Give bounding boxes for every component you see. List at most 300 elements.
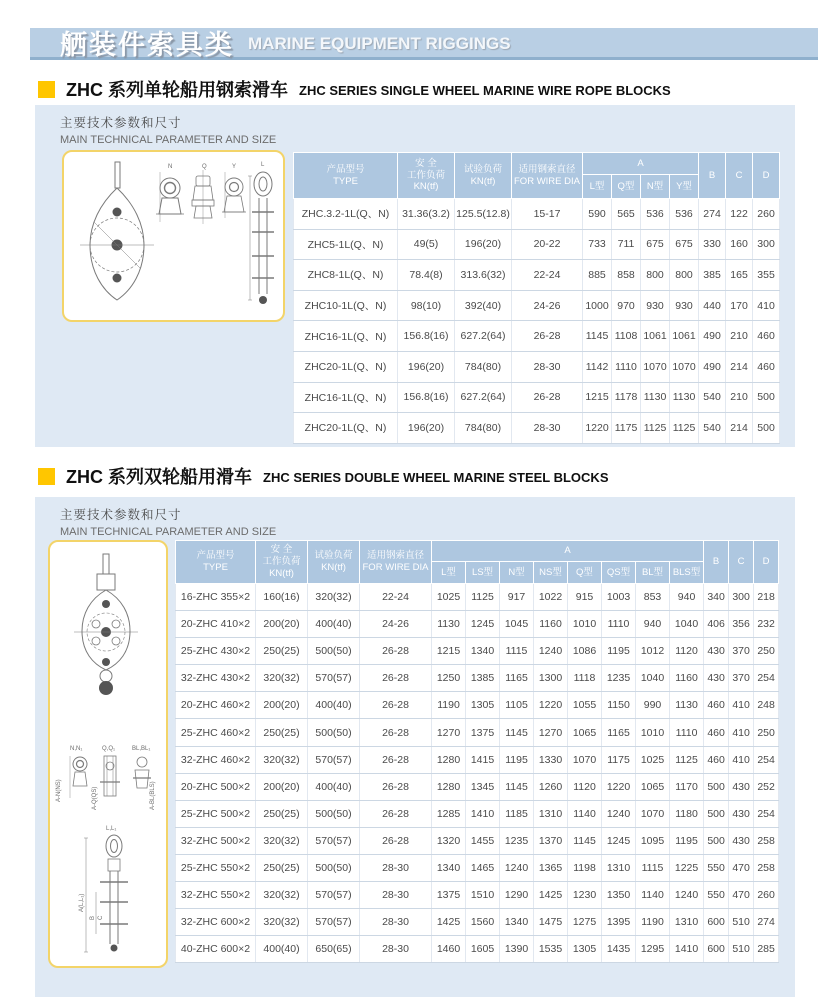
double-wheel-table xyxy=(175,540,779,963)
table-cell: 385 xyxy=(699,260,726,291)
table-cell: 1145 xyxy=(500,719,534,746)
table-cell: 1065 xyxy=(568,719,602,746)
column-header: D xyxy=(754,541,779,584)
page-banner xyxy=(30,28,818,60)
table-cell: 1465 xyxy=(466,854,500,881)
table-cell: 1455 xyxy=(466,827,500,854)
table-cell: 500(50) xyxy=(308,800,360,827)
table-cell: 20-ZHC 410×2 xyxy=(176,611,256,638)
table-cell: 25-ZHC 550×2 xyxy=(176,854,256,881)
table-cell: 26-28 xyxy=(360,800,432,827)
table-cell: 1086 xyxy=(568,638,602,665)
table-cell: 1010 xyxy=(636,719,670,746)
table-cell: 196(20) xyxy=(398,413,455,444)
table-cell: 1340 xyxy=(466,638,500,665)
column-subheader: QS型 xyxy=(602,562,636,584)
table-cell: 1165 xyxy=(602,719,636,746)
side-view-label-l: L xyxy=(261,162,265,168)
table-cell: 1160 xyxy=(534,611,568,638)
table-cell: 28-30 xyxy=(512,351,583,382)
table-cell: 460 xyxy=(704,692,729,719)
table-cell: 800 xyxy=(670,260,699,291)
table-cell: 1110 xyxy=(612,351,641,382)
table-cell: 370 xyxy=(729,638,754,665)
table-cell: 1061 xyxy=(641,321,670,352)
table-cell: 1022 xyxy=(534,584,568,611)
table-cell: 627.2(64) xyxy=(455,321,512,352)
column-header: B xyxy=(704,541,729,584)
table-cell: 250 xyxy=(754,719,779,746)
table-cell: 970 xyxy=(612,290,641,321)
table-cell: 1130 xyxy=(641,382,670,413)
table-row xyxy=(176,773,779,800)
table-cell: 400(40) xyxy=(308,773,360,800)
table-cell: 590 xyxy=(583,199,612,230)
table-cell: 570(57) xyxy=(308,827,360,854)
table-cell: 1340 xyxy=(432,854,466,881)
table-cell: 1215 xyxy=(583,382,612,413)
section2-panel xyxy=(35,497,795,997)
table-row xyxy=(294,413,780,444)
table-cell: 1110 xyxy=(670,719,704,746)
table-cell: 470 xyxy=(729,854,754,881)
table-cell: 1260 xyxy=(534,773,568,800)
table-cell: 550 xyxy=(704,882,729,909)
table-cell: 25-ZHC 430×2 xyxy=(176,638,256,665)
table-cell: 1215 xyxy=(432,638,466,665)
table-cell: 1185 xyxy=(500,800,534,827)
table-cell: 355 xyxy=(753,260,780,291)
column-header: 产品型号 TYPE xyxy=(294,153,398,199)
table-cell: 15-17 xyxy=(512,199,583,230)
table-cell: 1190 xyxy=(432,692,466,719)
table-cell: 1220 xyxy=(534,692,568,719)
table-cell: 1150 xyxy=(602,692,636,719)
table-cell: 32-ZHC 500×2 xyxy=(176,827,256,854)
table-cell: 28-30 xyxy=(360,909,432,936)
table-cell: 1110 xyxy=(602,611,636,638)
table-cell: 1240 xyxy=(670,882,704,909)
side-view-label-ll1: L,L₁ xyxy=(106,826,117,832)
column-header: 安 全 工作负荷 KN(tf) xyxy=(256,541,308,584)
head-label-y: Y xyxy=(232,164,237,170)
table-cell: 1055 xyxy=(568,692,602,719)
table-cell: 32-ZHC 430×2 xyxy=(176,665,256,692)
yellow-square-icon xyxy=(38,468,55,485)
head-label-blbl1: BL,BL₁ xyxy=(132,746,151,752)
table-cell: 20-ZHC 460×2 xyxy=(176,692,256,719)
table-cell: 26-28 xyxy=(360,773,432,800)
table-cell: 20-22 xyxy=(512,229,583,260)
table-cell: 1275 xyxy=(568,909,602,936)
section1-panel xyxy=(35,105,795,447)
table-cell: 22-24 xyxy=(512,260,583,291)
table-cell: 1340 xyxy=(500,909,534,936)
table-cell: 1070 xyxy=(636,800,670,827)
subtitle-en: MAIN TECHNICAL PARAMETER AND SIZE xyxy=(60,134,277,146)
table-cell: 500 xyxy=(753,382,780,413)
table-cell: 784(80) xyxy=(455,351,512,382)
table-cell: 1410 xyxy=(466,800,500,827)
table-cell: 320(32) xyxy=(256,827,308,854)
column-header: 安 全 工作负荷 KN(tf) xyxy=(398,153,455,199)
table-cell: 1375 xyxy=(432,882,466,909)
column-subheader: Q型 xyxy=(612,175,641,199)
table-cell: 940 xyxy=(636,611,670,638)
table-cell: 410 xyxy=(753,290,780,321)
table-cell: 733 xyxy=(583,229,612,260)
table-cell: 20-ZHC 500×2 xyxy=(176,773,256,800)
table-cell: 1285 xyxy=(432,800,466,827)
table-row xyxy=(176,665,779,692)
table-cell: 320(32) xyxy=(256,882,308,909)
table-cell: 510 xyxy=(729,936,754,963)
table-cell: 125.5(12.8) xyxy=(455,199,512,230)
table-cell: 490 xyxy=(699,351,726,382)
table-cell: 1425 xyxy=(534,882,568,909)
table-cell: 200(20) xyxy=(256,692,308,719)
table-cell: 356 xyxy=(729,611,754,638)
table-cell: 170 xyxy=(726,290,753,321)
table-cell: 1120 xyxy=(568,773,602,800)
table-cell: 627.2(64) xyxy=(455,382,512,413)
dim-label-b: B xyxy=(90,915,96,920)
table-cell: 122 xyxy=(726,199,753,230)
column-subheader: Q型 xyxy=(568,562,602,584)
table-cell: 285 xyxy=(754,936,779,963)
table-cell: 98(10) xyxy=(398,290,455,321)
table-row xyxy=(176,584,779,611)
table-cell: 320(32) xyxy=(256,909,308,936)
table-cell: 460 xyxy=(704,746,729,773)
table-cell: 1280 xyxy=(432,746,466,773)
column-header: C xyxy=(729,541,754,584)
table-cell: 930 xyxy=(670,290,699,321)
table-cell: 1460 xyxy=(432,936,466,963)
table-cell: 400(40) xyxy=(308,692,360,719)
table-cell: 1425 xyxy=(432,909,466,936)
table-cell: 32-ZHC 550×2 xyxy=(176,882,256,909)
table-cell: 490 xyxy=(699,321,726,352)
table-cell: ZHC10-1L(Q、N) xyxy=(294,290,398,321)
subtitle-zh: 主要技术参数和尺寸 xyxy=(60,116,182,130)
table-row xyxy=(176,638,779,665)
table-cell: 1310 xyxy=(602,854,636,881)
table-cell: 26-28 xyxy=(360,827,432,854)
table-cell: 500(50) xyxy=(308,638,360,665)
dim-label-an: A-N(NS) xyxy=(56,779,62,802)
column-header: C xyxy=(726,153,753,199)
table-cell: 26-28 xyxy=(360,719,432,746)
table-cell: 1025 xyxy=(432,584,466,611)
table-cell: 320(32) xyxy=(256,665,308,692)
table-cell: 1025 xyxy=(636,746,670,773)
table-cell: 24-26 xyxy=(512,290,583,321)
table-cell: 470 xyxy=(729,882,754,909)
table-cell: 500 xyxy=(753,413,780,444)
section2-title-zh: ZHC 系列双轮船用滑车 xyxy=(66,467,252,487)
table-cell: 1125 xyxy=(670,413,699,444)
column-subheader: L型 xyxy=(583,175,612,199)
table-cell: 1190 xyxy=(636,909,670,936)
table-cell: 500 xyxy=(704,773,729,800)
table-cell: 250(25) xyxy=(256,854,308,881)
table-cell: 1125 xyxy=(641,413,670,444)
column-subheader: L型 xyxy=(432,562,466,584)
table-cell: 460 xyxy=(753,351,780,382)
table-cell: 1295 xyxy=(636,936,670,963)
table-cell: 1045 xyxy=(500,611,534,638)
column-subheader: N型 xyxy=(641,175,670,199)
table-row xyxy=(294,199,780,230)
column-header-a: A xyxy=(583,153,699,175)
table-cell: 1320 xyxy=(432,827,466,854)
table-cell: ZHC20-1L(Q、N) xyxy=(294,413,398,444)
table-cell: 1345 xyxy=(466,773,500,800)
table-cell: 1375 xyxy=(466,719,500,746)
table-cell: 28-30 xyxy=(360,936,432,963)
table-cell: 22-24 xyxy=(360,584,432,611)
table-cell: 1240 xyxy=(534,638,568,665)
table-cell: 210 xyxy=(726,382,753,413)
table-row xyxy=(294,382,780,413)
table-cell: 250(25) xyxy=(256,638,308,665)
dim-label-aq: A-Q(QS) xyxy=(92,786,98,810)
table-cell: 200(20) xyxy=(256,773,308,800)
table-cell: 313.6(32) xyxy=(455,260,512,291)
head-label-nn1: N,N₁ xyxy=(70,746,83,752)
table-cell: 1175 xyxy=(602,746,636,773)
dim-label-c: C xyxy=(98,915,104,920)
table-cell: 196(20) xyxy=(455,229,512,260)
table-cell: 1230 xyxy=(568,882,602,909)
section1-subtitle xyxy=(60,113,276,146)
table-cell: 430 xyxy=(704,665,729,692)
table-cell: ZHC.3.2-1L(Q、N) xyxy=(294,199,398,230)
table-cell: 26-28 xyxy=(360,665,432,692)
column-header: 适用钢索直径 FOR WIRE DIA xyxy=(360,541,432,584)
table-row xyxy=(294,260,780,291)
table-cell: 260 xyxy=(754,882,779,909)
table-cell: 1142 xyxy=(583,351,612,382)
table-cell: 16-ZHC 355×2 xyxy=(176,584,256,611)
table-cell: 28-30 xyxy=(360,854,432,881)
table-cell: 40-ZHC 600×2 xyxy=(176,936,256,963)
table-cell: 400(40) xyxy=(256,936,308,963)
table-cell: 410 xyxy=(729,746,754,773)
table-cell: 1061 xyxy=(670,321,699,352)
table-cell: 1130 xyxy=(432,611,466,638)
table-cell: 1095 xyxy=(636,827,670,854)
column-header: 试验负荷 KN(tf) xyxy=(308,541,360,584)
table-cell: 254 xyxy=(754,800,779,827)
table-cell: 1118 xyxy=(568,665,602,692)
table-cell: 1240 xyxy=(602,800,636,827)
table-cell: 1385 xyxy=(466,665,500,692)
table-cell: 274 xyxy=(754,909,779,936)
head-label-qq1: Q,Q₁ xyxy=(102,746,116,752)
table-cell: 214 xyxy=(726,351,753,382)
table-cell: 711 xyxy=(612,229,641,260)
table-cell: 250 xyxy=(754,638,779,665)
table-cell: 430 xyxy=(729,827,754,854)
table-cell: 49(5) xyxy=(398,229,455,260)
table-cell: 1165 xyxy=(500,665,534,692)
table-row xyxy=(294,290,780,321)
table-cell: 28-30 xyxy=(512,413,583,444)
table-cell: 675 xyxy=(641,229,670,260)
table-cell: 1125 xyxy=(670,746,704,773)
table-cell: 1250 xyxy=(432,665,466,692)
table-cell: 214 xyxy=(726,413,753,444)
table-row xyxy=(176,909,779,936)
table-cell: 1195 xyxy=(500,746,534,773)
table-cell: 1130 xyxy=(670,692,704,719)
table-cell: 570(57) xyxy=(308,665,360,692)
table-cell: 1065 xyxy=(636,773,670,800)
table-cell: 570(57) xyxy=(308,746,360,773)
single-wheel-block-drawing xyxy=(62,150,285,322)
table-cell: 1003 xyxy=(602,584,636,611)
table-row xyxy=(176,827,779,854)
table-cell: 460 xyxy=(753,321,780,352)
table-cell: ZHC16-1L(Q、N) xyxy=(294,321,398,352)
yellow-square-icon xyxy=(38,81,55,98)
table-row xyxy=(176,611,779,638)
section1-title-en: ZHC SERIES SINGLE WHEEL MARINE WIRE ROPE BLOCKS xyxy=(299,83,671,98)
table-cell: 300 xyxy=(729,584,754,611)
table-cell: 500(50) xyxy=(308,719,360,746)
table-row xyxy=(294,321,780,352)
table-cell: 410 xyxy=(729,719,754,746)
table-cell: 31.36(3.2) xyxy=(398,199,455,230)
table-row xyxy=(294,229,780,260)
table-cell: 430 xyxy=(729,773,754,800)
table-row xyxy=(176,882,779,909)
table-cell: 1410 xyxy=(670,936,704,963)
table-row xyxy=(176,746,779,773)
dim-label-a: A(L,L₁) xyxy=(79,893,85,912)
table-cell: 248 xyxy=(754,692,779,719)
table-cell: 165 xyxy=(726,260,753,291)
table-cell: 210 xyxy=(726,321,753,352)
table-cell: 540 xyxy=(699,382,726,413)
table-cell: 1195 xyxy=(670,827,704,854)
table-cell: 250(25) xyxy=(256,800,308,827)
table-cell: 26-28 xyxy=(360,638,432,665)
table-cell: 500 xyxy=(704,827,729,854)
table-cell: 600 xyxy=(704,936,729,963)
column-subheader: BLS型 xyxy=(670,562,704,584)
column-subheader: N型 xyxy=(500,562,534,584)
table-cell: 460 xyxy=(704,719,729,746)
column-header: 试验负荷 KN(tf) xyxy=(455,153,512,199)
table-cell: 1235 xyxy=(602,665,636,692)
table-cell: 430 xyxy=(704,638,729,665)
column-header-a: A xyxy=(432,541,704,562)
table-cell: 1115 xyxy=(500,638,534,665)
table-cell: 510 xyxy=(729,909,754,936)
table-cell: 1125 xyxy=(466,584,500,611)
table-cell: 1145 xyxy=(500,773,534,800)
table-cell: 26-28 xyxy=(360,692,432,719)
table-cell: 1145 xyxy=(568,827,602,854)
section2-title xyxy=(38,463,609,489)
subtitle-zh: 主要技术参数和尺寸 xyxy=(60,508,182,522)
table-cell: 232 xyxy=(754,611,779,638)
table-cell: 1105 xyxy=(500,692,534,719)
table-cell: 400(40) xyxy=(308,611,360,638)
table-cell: 1145 xyxy=(583,321,612,352)
table-cell: 254 xyxy=(754,746,779,773)
table-row xyxy=(294,351,780,382)
table-cell: 1000 xyxy=(583,290,612,321)
table-cell: 1510 xyxy=(466,882,500,909)
table-cell: 1235 xyxy=(500,827,534,854)
table-cell: 1198 xyxy=(568,854,602,881)
table-cell: 410 xyxy=(729,692,754,719)
table-cell: 1070 xyxy=(568,746,602,773)
table-cell: 218 xyxy=(754,584,779,611)
table-cell: 254 xyxy=(754,665,779,692)
table-cell: 915 xyxy=(568,584,602,611)
table-cell: 1290 xyxy=(500,882,534,909)
table-cell: 550 xyxy=(704,854,729,881)
table-cell: 1330 xyxy=(534,746,568,773)
section1-title xyxy=(38,76,671,102)
table-cell: 250(25) xyxy=(256,719,308,746)
table-cell: 858 xyxy=(612,260,641,291)
table-cell: 1310 xyxy=(534,800,568,827)
table-cell: 853 xyxy=(636,584,670,611)
table-cell: 1305 xyxy=(466,692,500,719)
table-cell: ZHC8-1L(Q、N) xyxy=(294,260,398,291)
table-cell: 1225 xyxy=(670,854,704,881)
table-cell: 570(57) xyxy=(308,909,360,936)
table-cell: 1040 xyxy=(670,611,704,638)
table-cell: 885 xyxy=(583,260,612,291)
table-cell: 990 xyxy=(636,692,670,719)
table-row xyxy=(176,692,779,719)
page-title-en: MARINE EQUIPMENT RIGGINGS xyxy=(248,34,511,53)
table-row xyxy=(176,854,779,881)
table-cell: 24-26 xyxy=(360,611,432,638)
column-subheader: LS型 xyxy=(466,562,500,584)
table-cell: 1195 xyxy=(602,638,636,665)
dim-label-abl: A-BL(BLS) xyxy=(150,781,156,810)
table-cell: 1270 xyxy=(534,719,568,746)
table-cell: 258 xyxy=(754,854,779,881)
table-cell: 32-ZHC 460×2 xyxy=(176,746,256,773)
table-cell: 1310 xyxy=(670,909,704,936)
table-cell: 160(16) xyxy=(256,584,308,611)
table-cell: 1130 xyxy=(670,382,699,413)
column-header: B xyxy=(699,153,726,199)
table-cell: 32-ZHC 600×2 xyxy=(176,909,256,936)
head-label-n: N xyxy=(168,164,173,170)
table-cell: 500(50) xyxy=(308,854,360,881)
page-title-zh: 舾装件索具类 xyxy=(60,30,234,60)
table-cell: 1605 xyxy=(466,936,500,963)
table-cell: 1370 xyxy=(534,827,568,854)
table-cell: 650(65) xyxy=(308,936,360,963)
table-cell: 1220 xyxy=(602,773,636,800)
table-cell: 675 xyxy=(670,229,699,260)
table-cell: 1175 xyxy=(612,413,641,444)
table-cell: 370 xyxy=(729,665,754,692)
table-cell: 1435 xyxy=(602,936,636,963)
table-cell: 1220 xyxy=(583,413,612,444)
